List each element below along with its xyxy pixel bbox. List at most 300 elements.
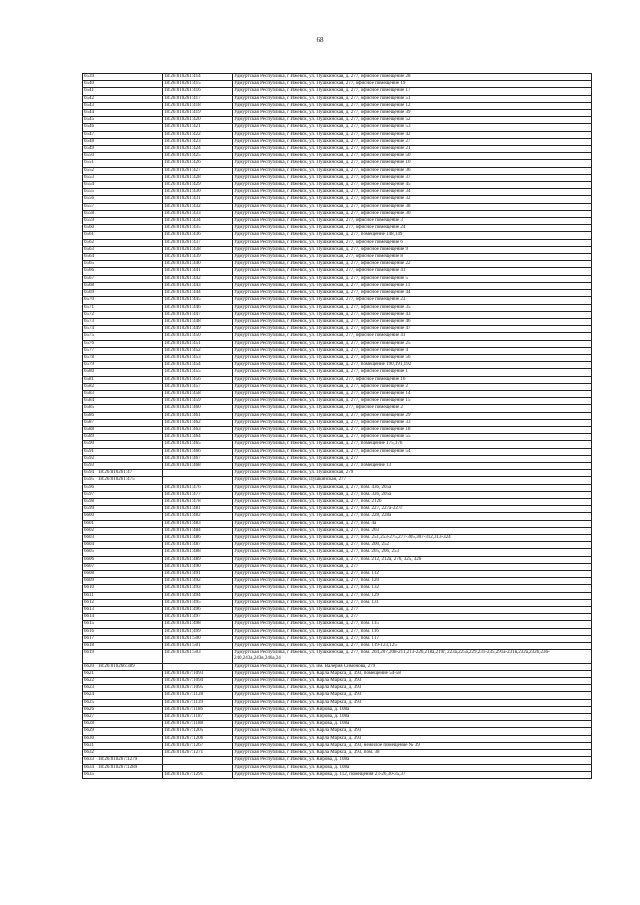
table-row (83, 131, 592, 138)
cadastral-number: 18:26:010261:451 (163, 340, 233, 347)
row-number-cell (83, 578, 163, 585)
row-number-cell (83, 254, 163, 261)
row-number-cell (83, 261, 163, 268)
cadastral-number: 18:26:010261:435 (163, 225, 233, 232)
address: Удмуртская Республика, г Ижевск, ул. Пушкинская, д. 277, офисное помещение 29 (233, 412, 592, 419)
table-row (83, 434, 592, 441)
row-number-cell (83, 340, 163, 347)
cadastral-number: 18:26:010267:1291 (163, 771, 233, 778)
table-row (83, 232, 592, 239)
cadastral-number: 18:26:010261:438 (163, 246, 233, 253)
cadastral-number: 18:26:010261:416 (163, 88, 233, 95)
row-number-cell (83, 678, 163, 685)
cadastral-number (163, 470, 233, 477)
table-row (83, 643, 592, 650)
cadastral-number: 18:26:010261:459 (163, 398, 233, 405)
table-row (83, 182, 592, 189)
cadastral-number: 18:26:010261:477 (163, 491, 233, 498)
row-number-cell (83, 160, 163, 167)
address: Удмуртская Республика, г Ижевск, ул. Пушкинская, д. 277, пом. 4а (233, 520, 592, 527)
row-number: 6615 (84, 621, 94, 627)
row-number: 6597 (84, 491, 94, 497)
address: Удмуртская Республика, г Ижевск, Пушкинская, 277 (233, 477, 592, 484)
row-number: 6598 (84, 498, 94, 504)
table-row (83, 692, 592, 699)
row-number-cell (83, 326, 163, 333)
row-number: 6565 (84, 261, 94, 267)
row-number: 6618 (84, 643, 94, 649)
cadastral-number: 18:26:010261:415 (163, 81, 233, 88)
parcel-number: 18:26:010261:47 (98, 470, 133, 476)
row-number-cell (83, 441, 163, 448)
row-number: 6572 (84, 311, 94, 317)
cadastral-number: 18:26:010261:496 (163, 607, 233, 614)
table-row (83, 685, 592, 692)
table-row (83, 340, 592, 347)
table-row (83, 311, 592, 318)
row-number: 6546 (84, 124, 94, 130)
cadastral-number: 18:26:010261:417 (163, 95, 233, 102)
row-number: 6625 (84, 699, 94, 705)
row-number: 6616 (84, 628, 94, 634)
row-number-cell (83, 621, 163, 628)
cadastral-number: 18:26:010261:424 (163, 146, 233, 153)
table-row (83, 455, 592, 462)
table-row (83, 412, 592, 419)
address: Удмуртская Республика, г Ижевск, ул. Пушкинская, 277, офисное помещение 41 (233, 268, 592, 275)
row-number-cell (83, 750, 163, 757)
row-number-cell (83, 333, 163, 340)
row-number-cell (83, 592, 163, 599)
cadastral-number (163, 663, 233, 670)
table-row (83, 74, 592, 81)
address: Удмуртская Республика, г Ижевск, ул. Карла Маркса, д. 393, помещение 54-58 (233, 670, 592, 677)
address: Удмуртская Республика, г Ижевск, ул. Пушкинская, д. 277, офисное помещение 45 (233, 182, 592, 189)
row-number-cell (83, 290, 163, 297)
cadastral-number: 18:26:010261:422 (163, 131, 233, 138)
cadastral-number: 18:26:010261:488 (163, 549, 233, 556)
row-number: 6564 (84, 254, 94, 260)
row-number-cell (83, 434, 163, 441)
table-row (83, 333, 592, 340)
row-number: 6553 (84, 174, 94, 180)
row-number-cell (83, 628, 163, 635)
address: Удмуртская Республика, г Ижевск, ул. Пушкинская, д. 277, офисное помещение 1 (233, 369, 592, 376)
cadastral-number: 18:26:010261:453 (163, 354, 233, 361)
row-number-cell (83, 182, 163, 189)
cadastral-number: 18:26:010261:462 (163, 419, 233, 426)
address: Удмуртская Республика, г Ижевск, ул. Пушкинская, д. 277, офисное помещение 10 (233, 160, 592, 167)
table-row (83, 146, 592, 153)
row-number: 6559 (84, 218, 94, 224)
row-number-cell (83, 685, 163, 692)
table-row (83, 742, 592, 749)
cadastral-number: 18:26:010261:427 (163, 167, 233, 174)
address: Удмуртская Республика, г Ижевск, ул. Пушкинская, д. 277, офисное помещение 2 (233, 383, 592, 390)
address: Удмуртская Республика, г Ижевск, ул. Пушкинская, д. 277, офисное помещение 9 (233, 246, 592, 253)
row-number: 6586 (84, 412, 94, 418)
table-row (83, 599, 592, 606)
row-number-cell (83, 362, 163, 369)
address: Удмуртская Республика, г Ижевск, ул. Пушкинская, д. 277, офисное помещение 33 (233, 419, 592, 426)
row-number-cell (83, 347, 163, 354)
table-row (83, 462, 592, 469)
row-number: 6561 (84, 232, 94, 238)
row-number-cell (83, 663, 163, 670)
table-row (83, 297, 592, 304)
table-row (83, 354, 592, 361)
address: Удмуртская Республика, г Ижевск, ул. Пушкинская, д. 277, офисное помещение 42 (233, 131, 592, 138)
cadastral-number: 18:26:010261:445 (163, 297, 233, 304)
address: Удмуртская Республика, г Ижевск, ул. Пушкинская, д. 277, помещение 148,149 (233, 232, 592, 239)
table-row (83, 383, 592, 390)
row-number: 6607 (84, 563, 94, 569)
address: Удмуртская Республика, г Ижевск, ул. Пушкинская, д. 277, пом. 205, 206, 253 (233, 549, 592, 556)
cadastral-number: 18:26:010261:463 (163, 426, 233, 433)
address: Удмуртская Республика, г Ижевск, ул. Пушкинская, д. 277, пом. 129 (233, 592, 592, 599)
table-row (83, 520, 592, 527)
address: Удмуртская Республика, г Ижевск, ул. Пушкинская, д. 277, помещение 175,176 (233, 441, 592, 448)
address: Удмуртская Республика, г Ижевск, ул. Пушкинская, д. 277, пом. 203 (233, 527, 592, 534)
address: Удмуртская Республика, г Ижевск, ул. Пушкинская, д. 277, пом. 228, 228а (233, 513, 592, 520)
row-number: 6575 (84, 333, 94, 339)
row-number: 6576 (84, 340, 94, 346)
table-row (83, 419, 592, 426)
cadastral-number: 18:26:010261:431 (163, 196, 233, 203)
row-number: 6582 (84, 383, 94, 389)
table-row (83, 239, 592, 246)
row-number: 6541 (84, 88, 94, 94)
row-number-cell (83, 549, 163, 556)
cadastral-number: 18:26:010261:440 (163, 261, 233, 268)
row-number-cell (83, 426, 163, 433)
row-number: 6634 (84, 764, 94, 770)
address: Удмуртская Республика, г Ижевск, ул. Пушкинская, д. 277, офисное помещение 51 (233, 95, 592, 102)
cadastral-number: 18:26:010261:494 (163, 592, 233, 599)
row-number: 6571 (84, 304, 94, 310)
row-number: 6624 (84, 692, 94, 698)
table-row (83, 203, 592, 210)
row-number: 6613 (84, 607, 94, 613)
cadastral-number: 18:26:010261:501 (163, 643, 233, 650)
cadastral-number: 18:26:010267:1187 (163, 714, 233, 721)
row-number: 6617 (84, 635, 94, 641)
table-row (83, 535, 592, 542)
row-number-cell (83, 419, 163, 426)
table-row (83, 448, 592, 455)
row-number: 6549 (84, 146, 94, 152)
row-number: 6630 (84, 735, 94, 741)
address: Удмуртская Республика, г Ижевск, ул. Кирова, д. 108а (233, 764, 592, 771)
cadastral-number: 18:26:010261:457 (163, 383, 233, 390)
address: Удмуртская Республика, г Ижевск, ул. Карла Маркса, д. 393 (233, 728, 592, 735)
row-number-cell (83, 203, 163, 210)
row-number: 6627 (84, 714, 94, 720)
row-number-cell (83, 462, 163, 469)
address: Удмуртская Республика, г Ижевск, ул. Пушкинская, д. 277, офисное помещение 12 (233, 102, 592, 109)
row-number: 6635 (84, 771, 94, 777)
table-row (83, 764, 592, 771)
address: Удмуртская Республика, г Ижевск, ул. Пушкинская, 277, офисное помещение 2 (233, 405, 592, 412)
row-number-cell (83, 542, 163, 549)
table-row (83, 706, 592, 713)
cadastral-number: 18:26:010261:499 (163, 628, 233, 635)
row-number-cell (83, 318, 163, 325)
cadastral-number: 18:26:010261:433 (163, 210, 233, 217)
cadastral-number: 18:26:010261:461 (163, 412, 233, 419)
cadastral-number: 18:26:010267:1206 (163, 735, 233, 742)
row-number: 6557 (84, 203, 94, 209)
cadastral-number: 18:26:010261:482 (163, 513, 233, 520)
cadastral-number: 18:26:010261:481 (163, 506, 233, 513)
cadastral-number: 18:26:010261:478 (163, 498, 233, 505)
row-number-cell (83, 470, 163, 477)
row-number-cell (83, 210, 163, 217)
row-number: 6563 (84, 246, 94, 252)
row-number-cell (83, 599, 163, 606)
cadastral-number: 18:26:010261:454 (163, 362, 233, 369)
row-number-cell (83, 239, 163, 246)
table-row (83, 318, 592, 325)
table-row (83, 477, 592, 484)
address: Удмуртская Республика, г Ижевск, ул. Пушкинская, д. 277, пом. 32б, 205а (233, 491, 592, 498)
address: Удмуртская Республика, г Ижевск, ул. Кирова, д. 108а (233, 714, 592, 721)
row-number: 6632 (84, 750, 94, 756)
address: Удмуртская Республика, г Ижевск, ул. Карла Маркса, д. 393 (233, 699, 592, 706)
row-number-cell (83, 383, 163, 390)
row-number: 6539 (84, 74, 94, 79)
table-row (83, 678, 592, 685)
address: Удмуртская Республика, г Ижевск, ул. Пушкинская, д. 277, офисное помещение 36 (233, 167, 592, 174)
row-number: 6593 (84, 462, 94, 468)
row-number-cell (83, 304, 163, 311)
row-number-cell (83, 635, 163, 642)
table-row (83, 670, 592, 677)
row-number: 6578 (84, 354, 94, 360)
address: Удмуртская Республика, г Ижевск, ул. Пушкинская, д. 277, офисное помещение 22 (233, 261, 592, 268)
cadastral-number: 18:26:010261:498 (163, 621, 233, 628)
row-number-cell (83, 520, 163, 527)
address: Удмуртская Республика, г Ижевск, ул. Карла Маркса, д. 393 (233, 735, 592, 742)
row-number-cell (83, 189, 163, 196)
cadastral-number: 18:26:010261:468 (163, 462, 233, 469)
row-number: 6628 (84, 721, 94, 727)
row-number-cell (83, 498, 163, 505)
address: Удмуртская Республика, г Ижевск, ул. Пушкинская, д. 277, офисное помещение 53 (233, 124, 592, 131)
address: Удмуртская Республика, г Ижевск, ул. Пушкинская, д. 277, офисное помещение 35 (233, 304, 592, 311)
table-row (83, 398, 592, 405)
address: Удмуртская Республика, г Ижевск, ул. Пушкинская, д. 277, офисное помещение 34 (233, 189, 592, 196)
address: Удмуртская Республика, г Ижевск, ул. Пушкинская, д. 277, пом. 132 (233, 585, 592, 592)
cadastral-number: 18:26:010261:486 (163, 535, 233, 542)
row-number-cell (83, 146, 163, 153)
table-row (83, 585, 592, 592)
address: Удмуртская Республика, г Ижевск, ул. Пушкинская, д. 277, офисное помещение 28 (233, 74, 592, 81)
cadastral-number: 18:26:010261:452 (163, 347, 233, 354)
cadastral-number: 18:26:010267:1205 (163, 728, 233, 735)
row-number: 6550 (84, 153, 94, 159)
row-number-cell (83, 728, 163, 735)
address: Удмуртская Республика, г Ижевск, ул. Пушкинская, 277, офисное помещение 41 (233, 333, 592, 340)
row-number: 6626 (84, 706, 94, 712)
parcel-number: 18:26:010267:1289 (98, 764, 138, 770)
address: Удмуртская Республика, г Ижевск, ул. Пушкинская, д. 277, пом. 227, 227а-227г (233, 506, 592, 513)
row-number: 6587 (84, 419, 94, 425)
row-number-cell (83, 131, 163, 138)
cadastral-number: 18:26:010261:428 (163, 174, 233, 181)
row-number: 6562 (84, 239, 94, 245)
address: Удмуртская Республика, г Ижевск, ул. Пушкинская, д. 277, офисное помещение 46 (233, 318, 592, 325)
row-number-cell (83, 692, 163, 699)
row-number: 6543 (84, 102, 94, 108)
table-row (83, 621, 592, 628)
table-row (83, 635, 592, 642)
address: Удмуртская Республика, г Ижевск, ул. Пушкинская, д. 277, офисное помещение 44 (233, 290, 592, 297)
row-number-cell (83, 153, 163, 160)
address: Удмуртская Республика, г Ижевск, ул. Пушкинская, д. 277, пом. 116 (233, 628, 592, 635)
row-number-cell (83, 88, 163, 95)
row-number-cell (83, 721, 163, 728)
table-row (83, 174, 592, 181)
row-number-cell (83, 167, 163, 174)
row-number: 6568 (84, 282, 94, 288)
address: Удмуртская Республика, г Ижевск, ул. Пушкинская, 277, офисное помещение 19 (233, 81, 592, 88)
table-row (83, 326, 592, 333)
row-number: 6589 (84, 434, 94, 440)
table-row (83, 210, 592, 217)
row-number-cell (83, 282, 163, 289)
table-row (83, 390, 592, 397)
table-row (83, 699, 592, 706)
table-row (83, 607, 592, 614)
row-number: 6556 (84, 196, 94, 202)
row-number: 6621 (84, 670, 94, 676)
row-number: 6620 (84, 663, 94, 669)
row-number: 6591 (84, 448, 94, 454)
cadastral-number: 18:26:010261:446 (163, 304, 233, 311)
row-number-cell (83, 376, 163, 383)
table-row (83, 369, 592, 376)
row-number: 6558 (84, 210, 94, 216)
row-number: 6542 (84, 95, 94, 101)
table-row (83, 721, 592, 728)
address: Удмуртская Республика, г Ижевск, ул. Пушкинская, д. 277, пом. 43б, 205а (233, 484, 592, 491)
cadastral-number: 18:26:010261:436 (163, 232, 233, 239)
address: Удмуртская Республика, г Ижевск, ул. Пушкинская, д. 277, помещение 13 (233, 462, 592, 469)
cadastral-number: 18:26:010261:447 (163, 311, 233, 318)
table-row (83, 592, 592, 599)
cadastral-number (163, 477, 233, 484)
table-row (83, 714, 592, 721)
row-number: 6583 (84, 390, 94, 396)
row-number: 6567 (84, 275, 94, 281)
cadastral-number: 18:26:010267:1139 (163, 699, 233, 706)
row-number-cell (83, 585, 163, 592)
row-number: 6612 (84, 599, 94, 605)
address: Удмуртская Республика, г Ижевск, ул. Пушкинская, д. 277, пом. 200, 252 (233, 542, 592, 549)
address: Удмуртская Республика, г Ижевск, ул. Пушкинская, д. 277, офисное помещение 18 (233, 426, 592, 433)
row-number-cell (83, 405, 163, 412)
cadastral-number: 18:26:010261:429 (163, 182, 233, 189)
row-number-cell (83, 513, 163, 520)
cadastral-number: 18:26:010261:495 (163, 599, 233, 606)
cadastral-number: 18:26:010261:487 (163, 542, 233, 549)
cadastral-number: 18:26:010261:465 (163, 441, 233, 448)
row-number: 6600 (84, 513, 94, 519)
row-number-cell (83, 369, 163, 376)
row-number: 6610 (84, 585, 94, 591)
table-row (83, 728, 592, 735)
address: Удмуртская Республика, г Ижевск, ул. Пушкинская, д. 277, офисное помещение 43 (233, 311, 592, 318)
cadastral-number: 18:26:010261:425 (163, 153, 233, 160)
cadastral-number: 18:26:010261:418 (163, 102, 233, 109)
row-number-cell (83, 74, 163, 81)
row-number-cell (83, 714, 163, 721)
row-number-cell (83, 81, 163, 88)
row-number: 6603 (84, 535, 94, 540)
cadastral-number: 18:26:010261:483 (163, 520, 233, 527)
row-number-cell (83, 297, 163, 304)
row-number-cell (83, 275, 163, 282)
address: Удмуртская Республика, г Ижевск, ул. Пушкинская, д. 277, офисное помещение 4 (233, 347, 592, 354)
address: Удмуртская Республика, г Ижевск, ул. Кирова, д. 108а (233, 706, 592, 713)
row-number: 6577 (84, 347, 94, 353)
row-number: 6555 (84, 189, 94, 195)
table-row (83, 771, 592, 778)
row-number: 6590 (84, 441, 94, 447)
table-row (83, 275, 592, 282)
row-number: 6547 (84, 131, 94, 137)
table-row (83, 757, 592, 764)
table-row (83, 304, 592, 311)
address: Удмуртская Республика, г Ижевск, ул. Карла Маркса, д. 393 (233, 678, 592, 685)
cadastral-number: 18:26:010261:437 (163, 239, 233, 246)
row-number: 6548 (84, 138, 94, 144)
row-number: 6545 (84, 117, 94, 123)
cadastral-number: 18:26:010261:455 (163, 369, 233, 376)
address: Удмуртская Республика, г Ижевск, ул. Пушкинская, д. 277, офисное помещение 55 (233, 434, 592, 441)
row-number: 6594 (84, 470, 94, 476)
cadastral-number: 18:26:010261:456 (163, 376, 233, 383)
address: Удмуртская Республика, г Ижевск, ул. Пушкинская, 277, офисное помещение 8 (233, 254, 592, 261)
table-row (83, 117, 592, 124)
cadastral-number (163, 757, 233, 764)
row-number: 6599 (84, 506, 94, 512)
row-number-cell (83, 764, 163, 771)
cadastral-number: 18:26:010261:443 (163, 282, 233, 289)
row-number-cell (83, 742, 163, 749)
row-number-cell (83, 412, 163, 419)
address: Удмуртская Республика, г Ижевск, ул. Пушкинская, д. 277, офисное помещение 52 (233, 117, 592, 124)
address: Удмуртская Республика, г Ижевск, ул. Пушкинская, д. 277, офисное помещение 27 (233, 138, 592, 145)
table-row (83, 196, 592, 203)
address: Удмуртская Республика, г Ижевск, ул. Пушкинская, 277, офисное помещение 16 (233, 376, 592, 383)
cadastral-number: 18:26:010261:423 (163, 138, 233, 145)
address: Удмуртская Республика, г Ижевск, ул. Пушкинская, д. 277, офисное помещение 50 (233, 153, 592, 160)
row-number-cell (83, 354, 163, 361)
table-row (83, 88, 592, 95)
cadastral-number: 18:26:010261:500 (163, 635, 233, 642)
row-number: 6604 (84, 542, 94, 548)
address: Удмуртская Республика, г Ижевск, ул. Пушкинская, д. 277, офисное помещение 56 (233, 354, 592, 361)
table-row (83, 218, 592, 225)
cadastral-number: 18:26:010261:489 (163, 556, 233, 563)
cadastral-number: 18:26:010267:1267 (163, 742, 233, 749)
table-row (83, 571, 592, 578)
address: Удмуртская Республика, г Ижевск, ул. Пушкинская, д. 277, пом. 119-123,125 (233, 643, 592, 650)
row-number: 6570 (84, 297, 94, 303)
row-number-cell (83, 535, 163, 542)
